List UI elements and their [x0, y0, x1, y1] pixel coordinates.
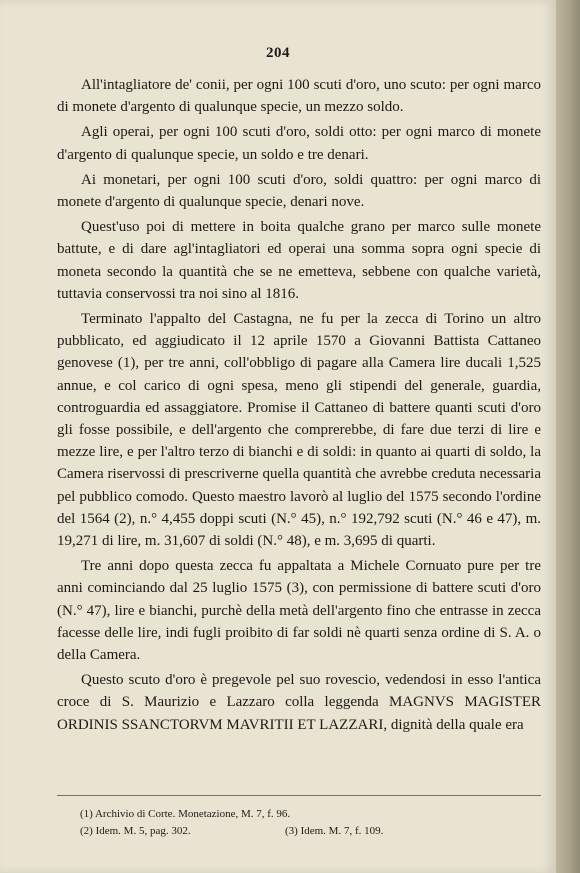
footnote-separator: [57, 795, 541, 796]
paragraph-5: Terminato l'appalto del Castagna, ne fu per la zecca di Torino un altro pubblicato, ed aggiudicato il 12 aprile 1570 a Giovanni Battista Cattaneo genovese (1), per tre anni, coll'obbligo di pagare alla Camera lire ducali 1,525 annue, e col carico di ogni spesa, meno gli stipendi del generale, guardia, controguardia ed assaggiatore. Promise il Cattaneo di battere quanti scuti d'oro gli fosse possibile, e dell'argento che comprerebbe, di fare due terzi di lire e mezze lire, e per l'altro terzo di bianchi e di soldi: in quanto ai quarti di soldo, la Camera riservossi di prescriverne quella quantità che avrebbe creduta necessaria pel pubblico comodo. Questo maestro lavorò al luglio del 1575 secondo l'ordine del 1564 (2), n.° 4,455 doppi scuti (N.° 45), n.° 192,792 scuti (N.° 46 e 47), m. 19,271 di lire, m. 31,607 di soldi (N.° 48), e m. 3,695 di quarti.: [57, 311, 541, 550]
paragraph-1: All'intagliatore de' conii, per ogni 100 scuti d'oro, uno scuto: per ogni marco di monete d'argento di qualunque specie, un mezzo soldo.: [57, 77, 541, 116]
footnotes: [80, 806, 540, 840]
body-text: [57, 74, 541, 736]
page-number: 204: [266, 45, 290, 61]
paragraph-7: Questo scuto d'oro è pregevole pel suo rovescio, vedendosi in esso l'antica croce di S. Maurizio e Lazzaro colla leggenda MAGNVS MAGISTER ORDINIS SSANCTORVM MAVRITII ET LAZZARI, dignità della quale era: [57, 672, 541, 733]
paragraph-6: Tre anni dopo questa zecca fu appaltata a Michele Cornuato pure per tre anni cominciando dal 25 luglio 1575 (3), con permissione di battere scuti d'oro (N.° 47), lire e bianchi, purchè della metà dell'argento fino che entrasse in zecca facesse delle lire, indi fugli proibito di far soldi nè quarti senza ordine di S. A. o della Camera.: [57, 558, 541, 664]
footnote-row: [80, 823, 540, 840]
footnote-2: (2) Idem. M. 5, pag. 302.: [80, 825, 191, 837]
page-edge: [556, 0, 580, 873]
footnote-1: (1) Archivio di Corte. Monetazione, M. 7, f. 96.: [80, 808, 291, 820]
paragraph-3: Ai monetari, per ogni 100 scuti d'oro, soldi quattro: per ogni marco di monete d'argento di qualunque specie, denari nove.: [57, 171, 541, 211]
paragraph-4: Quest'uso poi di mettere in boita qualche grano per marco sulle monete battute, e di dare agl'intagliatori ed operai una somma sopra ogni specie di moneta secondo la quantità che se ne emetteva, sebbene con qualche varietà, tuttavia conservossi tra noi sino al 1816.: [57, 219, 541, 302]
paragraph-2: Agli operai, per ogni 100 scuti d'oro, soldi otto: per ogni marco di monete d'argento di qualunque specie, un soldo e tre denari.: [57, 124, 541, 163]
footnote-3: (3) Idem. M. 7, f. 109.: [285, 825, 384, 837]
